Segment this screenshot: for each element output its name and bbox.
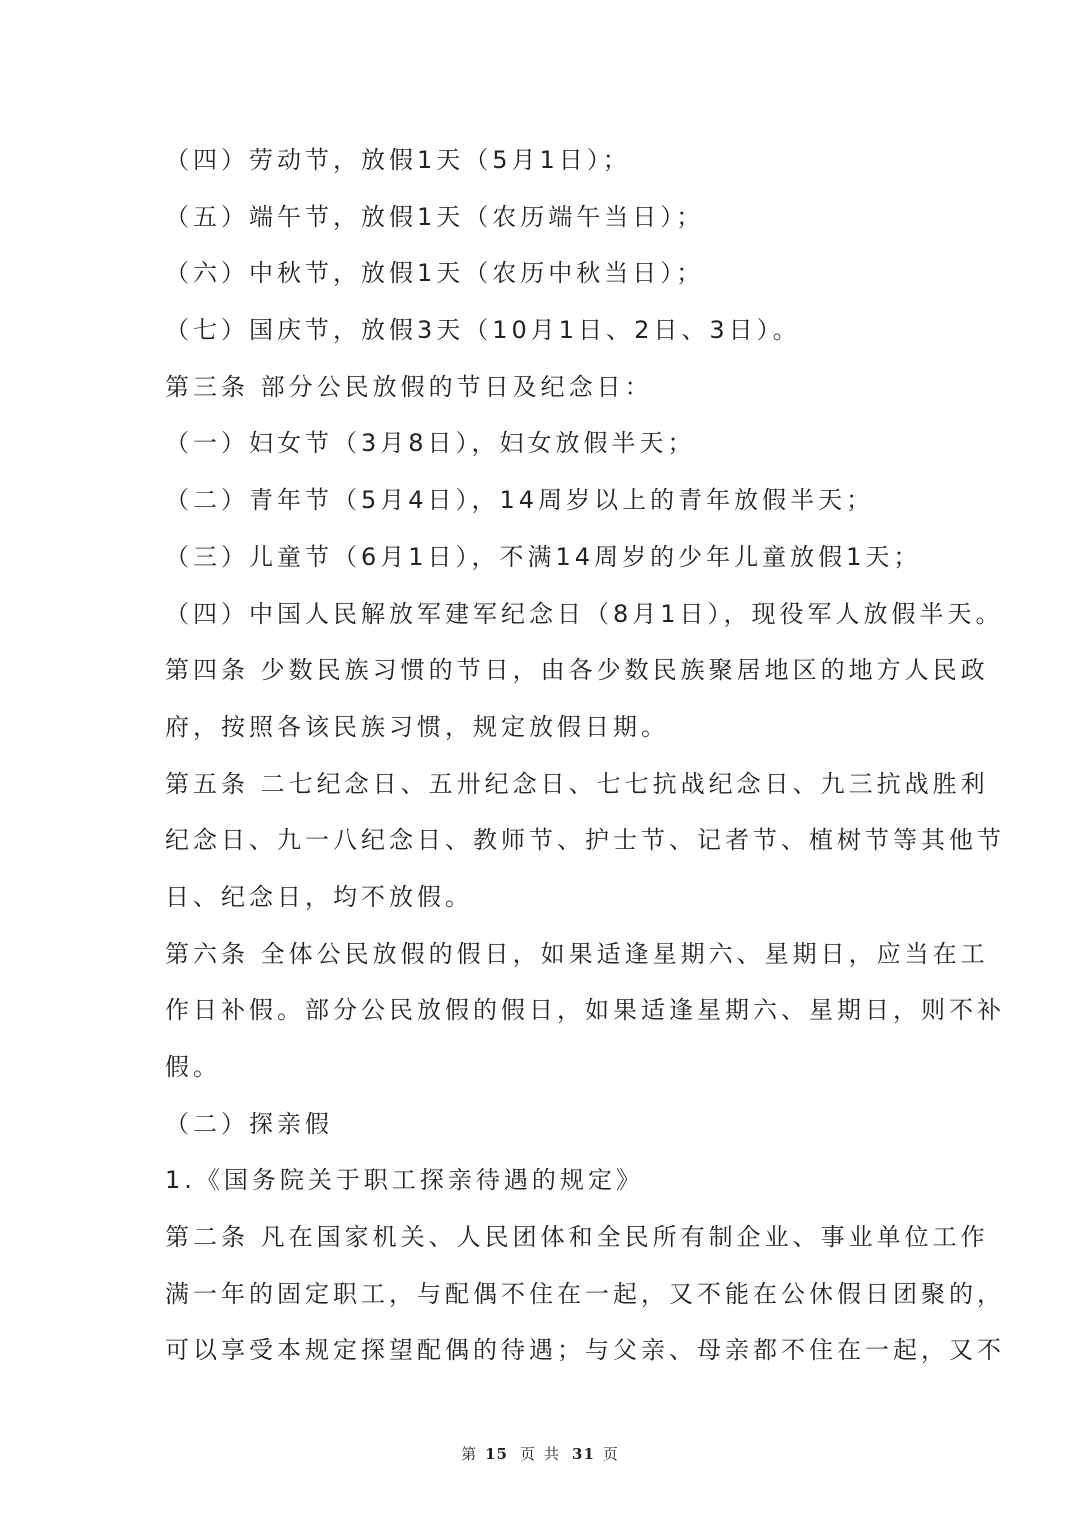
- article-heading-line: 第六条 全体公民放假的假日，如果适逢星期六、星期日，应当在工: [165, 939, 989, 968]
- text-line: （二）青年节（5月4日），14周岁以上的青年放假半天；: [165, 486, 875, 515]
- document-body: [165, 132, 1005, 1379]
- text-line: 府，按照各该民族习惯，规定放假日期。: [165, 712, 669, 741]
- text-line: （一）妇女节（3月8日），妇女放假半天；: [165, 429, 696, 458]
- text-line: （四）中国人民解放军建军纪念日（8月1日），现役军人放假半天。: [165, 599, 1004, 628]
- text-line: 可以享受本规定探望配偶的待遇；与父亲、母亲都不住在一起，又不: [165, 1336, 1005, 1365]
- text-line: （七）国庆节，放假3天（10月1日、2日、3日）。: [165, 316, 801, 345]
- text-line: （五）端午节，放假1天（农历端午当日）；: [165, 202, 705, 231]
- article-heading-line: 第二条 凡在国家机关、人民团体和全民所有制企业、事业单位工作: [165, 1223, 989, 1252]
- article-heading-line: 第三条 部分公民放假的节日及纪念日：: [165, 372, 653, 401]
- total-pages-number: 31: [572, 1445, 595, 1463]
- text-line: （六）中秋节，放假1天（农历中秋当日）；: [165, 259, 705, 288]
- text-line: 纪念日、九一八纪念日、教师节、护士节、记者节、植树节等其他节: [165, 826, 1005, 855]
- text-line: （四）劳动节，放假1天（5月1日）；: [165, 146, 631, 174]
- page-footer: [0, 1443, 1080, 1464]
- footer-page-word: 页: [519, 1445, 536, 1463]
- text-line: 满一年的固定职工，与配偶不住在一起，又不能在公休假日团聚的，: [165, 1279, 1005, 1308]
- footer-total-word: 共: [544, 1445, 561, 1463]
- footer-prefix: 第: [461, 1445, 478, 1463]
- section-heading: （二）探亲假: [165, 1109, 333, 1138]
- text-line: 假。: [165, 1053, 221, 1081]
- footer-suffix: 页: [602, 1445, 619, 1463]
- article-heading-line: 第五条 二七纪念日、五卅纪念日、七七抗战纪念日、九三抗战胜利: [165, 769, 989, 798]
- text-line: （三）儿童节（6月1日），不满14周岁的少年儿童放假1天；: [165, 542, 922, 571]
- article-heading-line: 第四条 少数民族习惯的节日，由各少数民族聚居地区的地方人民政: [165, 656, 989, 685]
- text-line: 日、纪念日，均不放假。: [165, 882, 473, 911]
- text-line: 作日补假。部分公民放假的假日，如果适逢星期六、星期日，则不补: [165, 996, 1005, 1025]
- regulation-title: 1.《国务院关于职工探亲待遇的规定》: [165, 1166, 644, 1195]
- current-page-number: 15: [485, 1445, 508, 1463]
